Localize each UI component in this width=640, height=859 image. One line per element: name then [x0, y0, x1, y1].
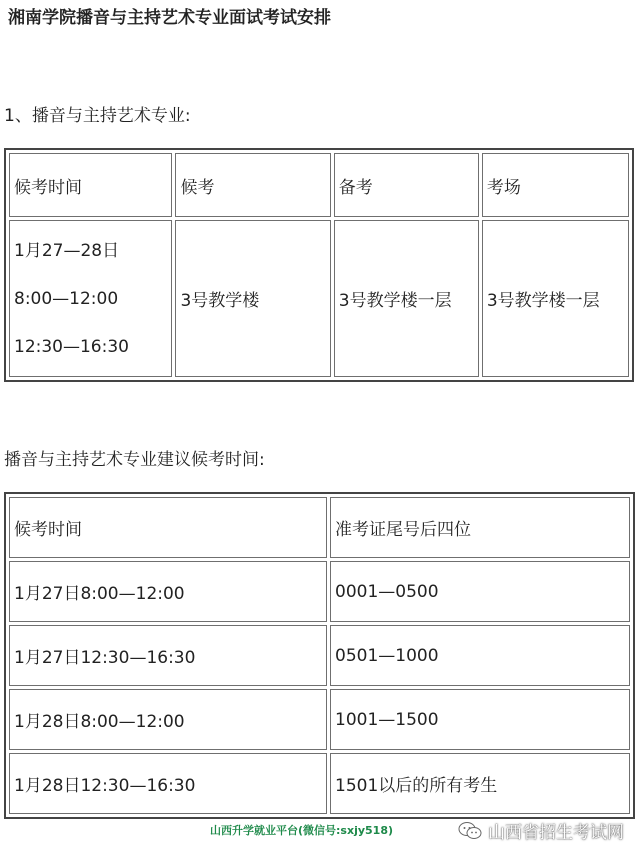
table-row [9, 561, 630, 622]
time-line-morning: 8:00—12:00 [14, 288, 119, 309]
table-row [9, 753, 630, 814]
header-exam-room: 考场 [482, 153, 629, 217]
table-row [9, 220, 629, 377]
waiting-time-cell [9, 220, 172, 377]
footer-platform-text: 山西升学就业平台(微信号:sxjy518) [210, 824, 393, 837]
table-header-row [9, 153, 629, 217]
table-row [9, 625, 630, 686]
header-waiting-time: 候考时间 [9, 153, 172, 217]
ticket-cell: 1501以后的所有考生 [330, 753, 630, 814]
time-line-afternoon: 12:30—16:30 [14, 336, 129, 357]
header-waiting: 候考 [175, 153, 330, 217]
schedule-table [4, 148, 634, 382]
ticket-cell: 0001—0500 [330, 561, 630, 622]
section-2-heading: 播音与主持艺术专业建议候考时间: [4, 450, 265, 470]
time-cell: 1月27日8:00—12:00 [9, 561, 327, 622]
watermark-text: 山西省招生考试网 [488, 823, 624, 843]
header-ticket-suffix: 准考证尾号后四位 [330, 497, 630, 558]
header-prep: 备考 [334, 153, 479, 217]
exam-room-cell: 3号教学楼一层 [482, 220, 629, 377]
time-cell: 1月28日8:00—12:00 [9, 689, 327, 750]
footer-watermark [458, 818, 624, 843]
prep-location-cell: 3号教学楼一层 [334, 220, 479, 377]
time-line-date: 1月27—28日 [14, 240, 120, 261]
ticket-cell: 0501—1000 [330, 625, 630, 686]
header-waiting-time: 候考时间 [9, 497, 327, 558]
page-title: 湘南学院播音与主持艺术专业面试考试安排 [8, 8, 331, 28]
table-row [9, 689, 630, 750]
time-cell: 1月27日12:30—16:30 [9, 625, 327, 686]
section-1-heading: 1、播音与主持艺术专业: [4, 106, 191, 126]
wechat-icon [458, 821, 482, 841]
ticket-cell: 1001—1500 [330, 689, 630, 750]
advice-table [4, 492, 635, 819]
time-cell: 1月28日12:30—16:30 [9, 753, 327, 814]
waiting-location-cell: 3号教学楼 [175, 220, 330, 377]
table-header-row [9, 497, 630, 558]
